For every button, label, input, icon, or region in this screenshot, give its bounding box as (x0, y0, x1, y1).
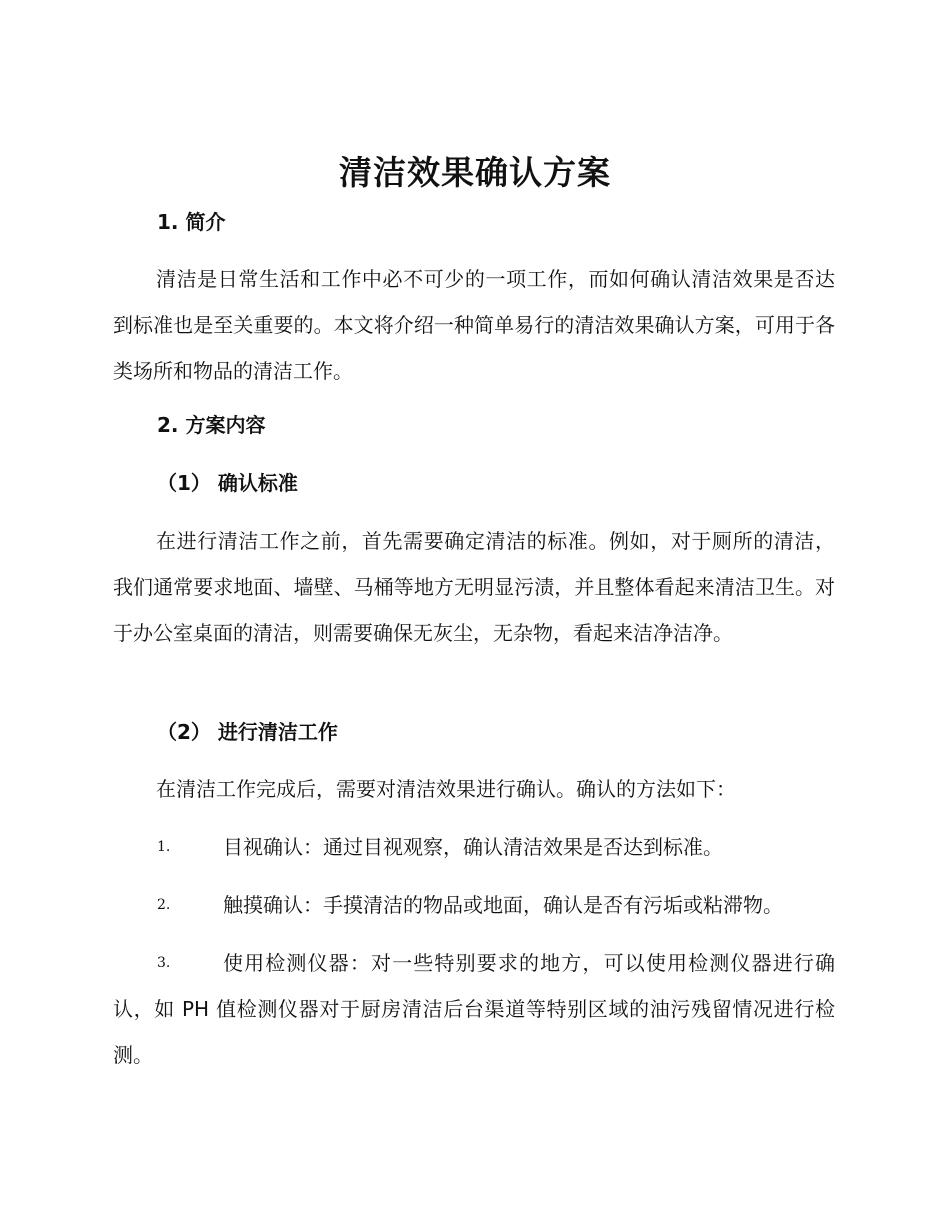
list-item (113, 882, 835, 928)
list-number: 3. (157, 955, 171, 971)
section-heading-content: 2. 方案内容 (157, 413, 266, 437)
section-heading-intro: 1. 简介 (157, 210, 226, 234)
list-text: 目视确认：通过目视观察，确认清洁效果是否达到标准。 (223, 835, 723, 859)
subsection-heading-standards: （1） 确认标准 (157, 471, 298, 495)
list-number: 2. (157, 897, 171, 913)
list-item (113, 940, 835, 1078)
document-title: 清洁效果确认方案 (339, 153, 611, 192)
list-text: 触摸确认：手摸清洁的物品或地面，确认是否有污垢或粘滞物。 (223, 893, 783, 917)
subsection-heading-cleaning: （2） 进行清洁工作 (157, 720, 338, 744)
intro-paragraph: 清洁是日常生活和工作中必不可少的一项工作，而如何确认清洁效果是否达到标准也是至关重要的。本文将介绍一种简单易行的清洁效果确认方案，可用于各类场所和物品的清洁工作。 (113, 267, 835, 383)
list-text: 使用检测仪器：对一些特别要求的地方，可以使用检测仪器进行确认，如 PH 值检测仪器对于厨房清洁后台渠道等特别区域的油污残留情况进行检测。 (113, 951, 835, 1067)
standards-paragraph: 在进行清洁工作之前，首先需要确定清洁的标准。例如，对于厕所的清洁，我们通常要求地面、墙壁、马桶等地方无明显污渍，并且整体看起来清洁卫生。对于办公室桌面的清洁，则需要确保无灰尘，无杂物，看起来洁净洁净。 (113, 529, 835, 645)
list-number: 1. (157, 839, 171, 855)
list-item (113, 824, 835, 870)
cleaning-intro-paragraph: 在清洁工作完成后，需要对清洁效果进行确认。确认的方法如下： (156, 777, 736, 801)
